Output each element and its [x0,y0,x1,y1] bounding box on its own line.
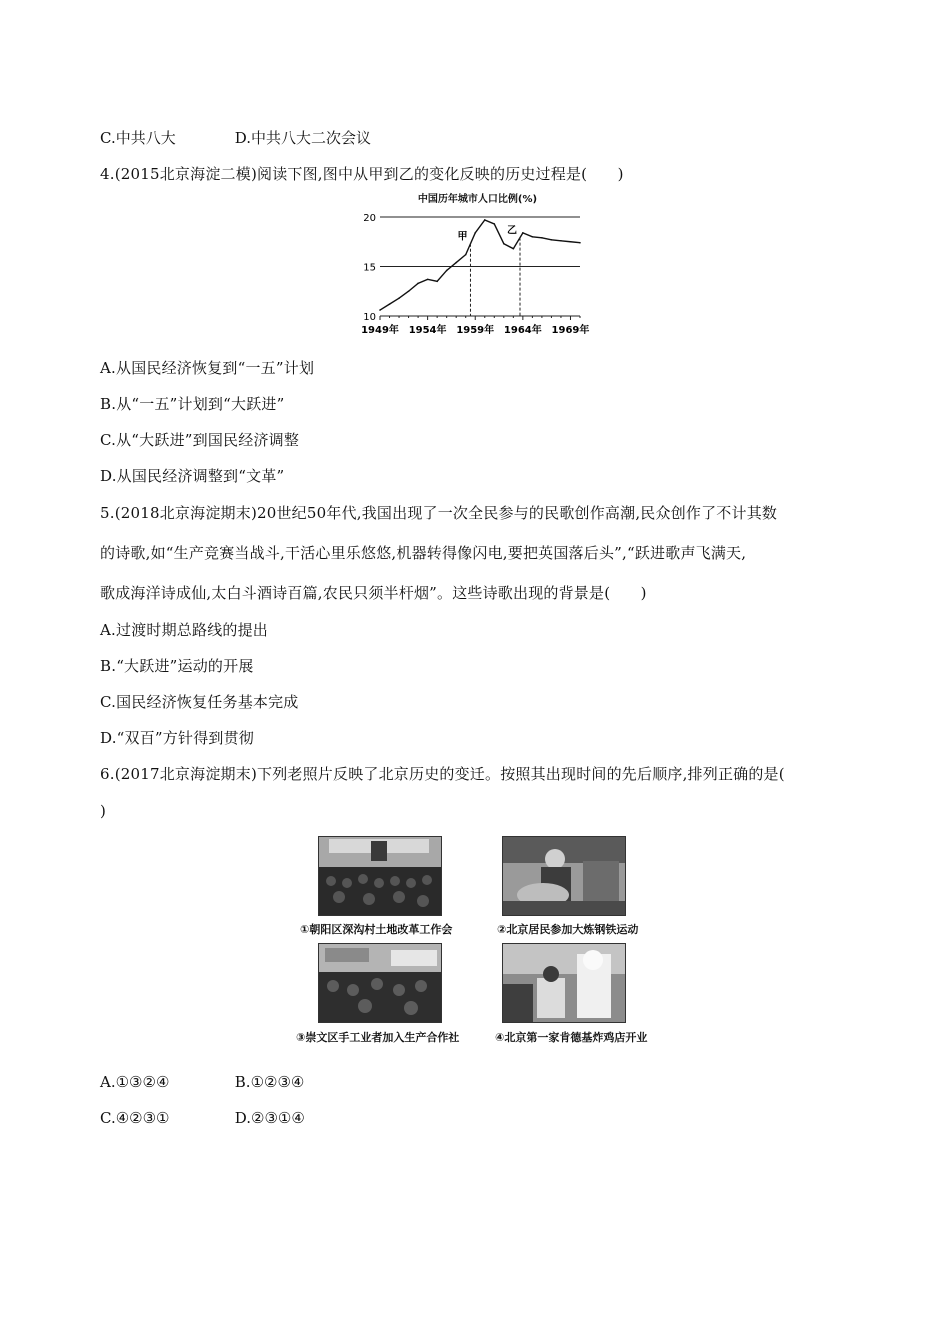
data-point [551,239,553,241]
caption-3: ③崇文区手工业者加入生产合作社 [296,1031,460,1044]
q6-options-row-2 [100,1109,305,1127]
data-point [436,281,438,283]
population-chart [355,190,600,350]
x-tick-label: 1969年 [551,325,590,336]
data-point [379,309,381,311]
q5-stem-line-3: 歌成海洋诗成仙,太白斗酒诗百篇,农民只须半杆烟”。这些诗歌出现的背景是( ) [100,584,647,602]
q4-option-d: D.从国民经济调整到“文革” [100,467,285,485]
data-point [389,303,391,305]
q4-option-c: C.从“大跃进”到国民经济调整 [100,431,300,449]
q3-option-d: D.中共八大二次会议 [234,129,372,147]
q5-option-c: C.国民经济恢复任务基本完成 [100,693,299,711]
data-point [484,219,486,221]
q6-option-d: D.②③①④ [234,1109,305,1127]
q5-option-a: A.过渡时期总路线的提出 [100,621,269,639]
chart-svg [355,190,600,350]
y-tick-label: 15 [363,262,376,274]
data-point [579,242,581,244]
y-tick-label: 20 [363,213,376,224]
q4-option-a: A.从国民经济恢复到“一五”计划 [100,359,315,377]
x-tick-label: 1954年 [408,325,447,336]
q6-stem-end: ) [100,802,107,820]
data-point [570,241,572,243]
data-point [503,243,505,245]
data-point [474,232,476,234]
caption-2: ②北京居民参加大炼钢铁运动 [497,923,639,936]
caption-1: ①朝阳区深沟村土地改革工作会 [300,923,453,936]
data-point [465,254,467,256]
q4-option-b: B.从“一五”计划到“大跃进” [100,395,285,413]
data-point [513,248,515,250]
q5-stem-line-2: 的诗歌,如“生产竞赛当战斗,干活心里乐悠悠,机器转得像闪电,要把英国落后头”,“跃进歌声飞满天, [100,544,747,562]
mark-label-1: 乙 [507,225,517,237]
photo-cooperative-image [319,944,441,1022]
x-tick-label: 1964年 [503,325,542,336]
q6-stem: 6.(2017北京海淀期末)下列老照片反映了北京历史的变迁。按照其出现时间的先后顺序,排列正确的是( [100,765,785,783]
data-point [522,232,524,234]
x-tick-label: 1949年 [361,325,399,336]
q6-option-b: B.①②③④ [234,1073,305,1091]
q5-option-d: D.“双百”方针得到贯彻 [100,729,254,747]
q5-option-b: B.“大跃进”运动的开展 [100,657,254,675]
caption-4: ④北京第一家肯德基炸鸡店开业 [495,1031,648,1044]
q3-options [100,127,371,148]
q6-option-c: C.④②③① [100,1109,170,1127]
photo-land-reform [318,836,442,916]
data-point [541,237,543,239]
data-point [493,223,495,225]
y-tick-label: 10 [363,312,376,323]
q5-stem-line-1: 5.(2018北京海淀期末)20世纪50年代,我国出现了一次全民参与的民歌创作高潮,民众创作了不计其数 [100,504,778,522]
q4-stem: 4.(2015北京海淀二模)阅读下图,图中从甲到乙的变化反映的历史过程是( ) [100,165,624,183]
mark-label-0: 甲 [457,231,468,243]
q3-option-c: C.中共八大 [100,129,176,147]
data-point [446,270,448,272]
photo-kfc [502,943,626,1023]
data-point [398,297,400,299]
photo-land-reform-image [319,837,441,915]
data-point [427,279,429,281]
data-point [455,262,457,264]
data-point [532,236,534,238]
data-point [417,283,419,285]
photo-steel-campaign [502,836,626,916]
photo-steel-campaign-image [503,837,625,915]
q6-option-a: A.①③②④ [100,1073,170,1091]
photo-cooperative [318,943,442,1023]
q6-options-row-1 [100,1073,304,1091]
series-line [380,220,580,310]
data-point [408,290,410,292]
data-point [560,240,562,242]
x-tick-label: 1959年 [456,325,495,336]
photo-kfc-image [503,944,625,1022]
chart-title: 中国历年城市人口比例(%) [417,194,538,205]
